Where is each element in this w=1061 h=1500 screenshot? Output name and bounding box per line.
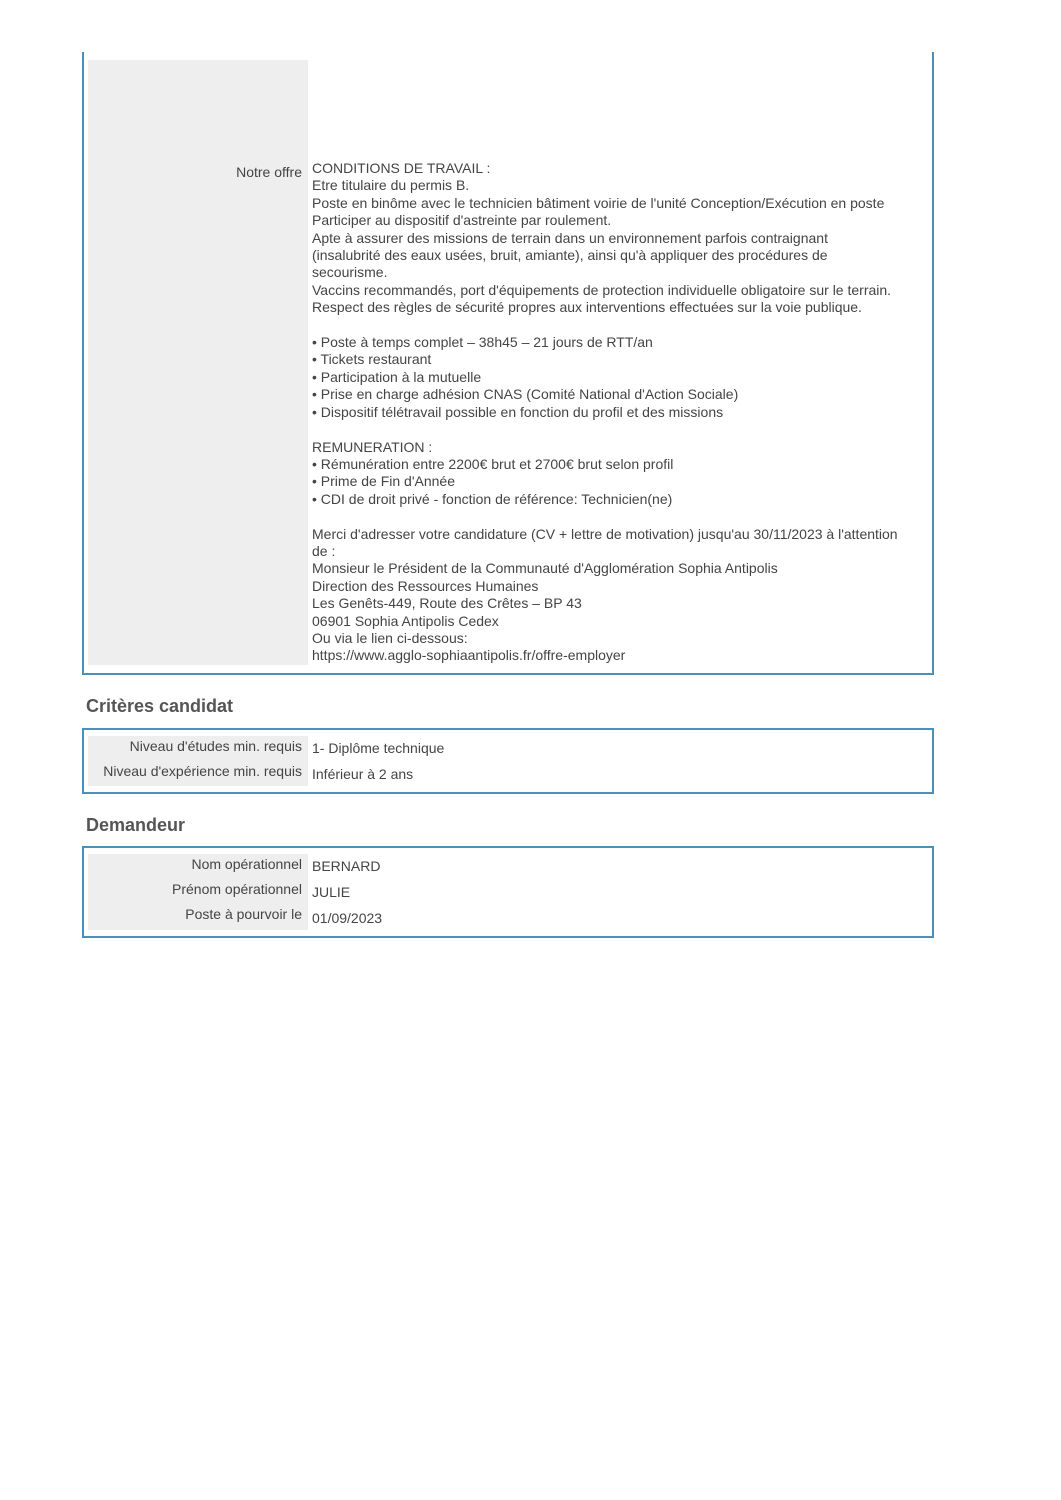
experience-level-value: Inférieur à 2 ans — [312, 766, 414, 782]
start-date-label: Poste à pourvoir le — [185, 906, 302, 922]
start-date-value: 01/09/2023 — [312, 910, 383, 926]
requester-section-title: Demandeur — [86, 815, 186, 835]
education-level-label: Niveau d'études min. requis — [129, 738, 302, 754]
first-name-value: JULIE — [312, 884, 351, 900]
offer-label: Notre offre — [236, 164, 302, 180]
last-name-label: Nom opérationnel — [191, 856, 302, 872]
experience-level-label: Niveau d'expérience min. requis — [103, 763, 302, 779]
last-name-value: BERNARD — [312, 858, 381, 874]
criteria-section-title: Critères candidat — [86, 696, 234, 716]
first-name-label: Prénom opérationnel — [172, 881, 302, 897]
offer-panel — [82, 52, 934, 675]
education-level-value: 1- Diplôme technique — [312, 740, 445, 756]
requester-panel — [82, 846, 934, 938]
criteria-label-column — [88, 736, 308, 786]
offer-label-column — [88, 60, 308, 665]
requester-label-column — [88, 854, 308, 930]
offer-description: CONDITIONS DE TRAVAIL : Etre titulaire du permis B. Poste en binôme avec le technicien bâtiment voirie de l'unité Conception/Exécution en poste Participer au dispositif d'astreinte par roulement. Apte à assurer des missions de terrain dans un environnement parfois contraignant (insalubrité des eaux usées, bruit, amiante), ainsi qu'à appliquer des procédures de secourisme. Vaccins recommandés, port d'équipements de protection individuelle obligatoire sur le terrain. Respect des règles de sécurité propres aux interventions effectuées sur la voie publique. • Poste à temps complet – 38h45 – 21 jours de RTT/an • Tickets restaurant • Participation à la mutuelle • Prise en charge adhésion CNAS (Comité National d'Action Sociale) • Dispositif télétravail possible en fonction du profil et des missions REMUNERATION : • Rémunération entre 2200€ brut et 2700€ brut selon profil • Prime de Fin d'Année • CDI de droit privé - fonction de référence: Technicien(ne) Merci d'adresser votre candidature (CV + lettre de motivation) jusqu'au 30/11/2023 à l'attention de : Monsieur le Président de la Communauté d'Agglomération Sophia Antipolis Direction des Ressources Humaines Les Genêts-449, Route des Crêtes – BP 43 06901 Sophia Antipolis Cedex Ou via le lien ci-dessous: https://www.agglo-sophiaantipolis.fr/offre-employer — [312, 160, 898, 664]
criteria-panel — [82, 728, 934, 794]
